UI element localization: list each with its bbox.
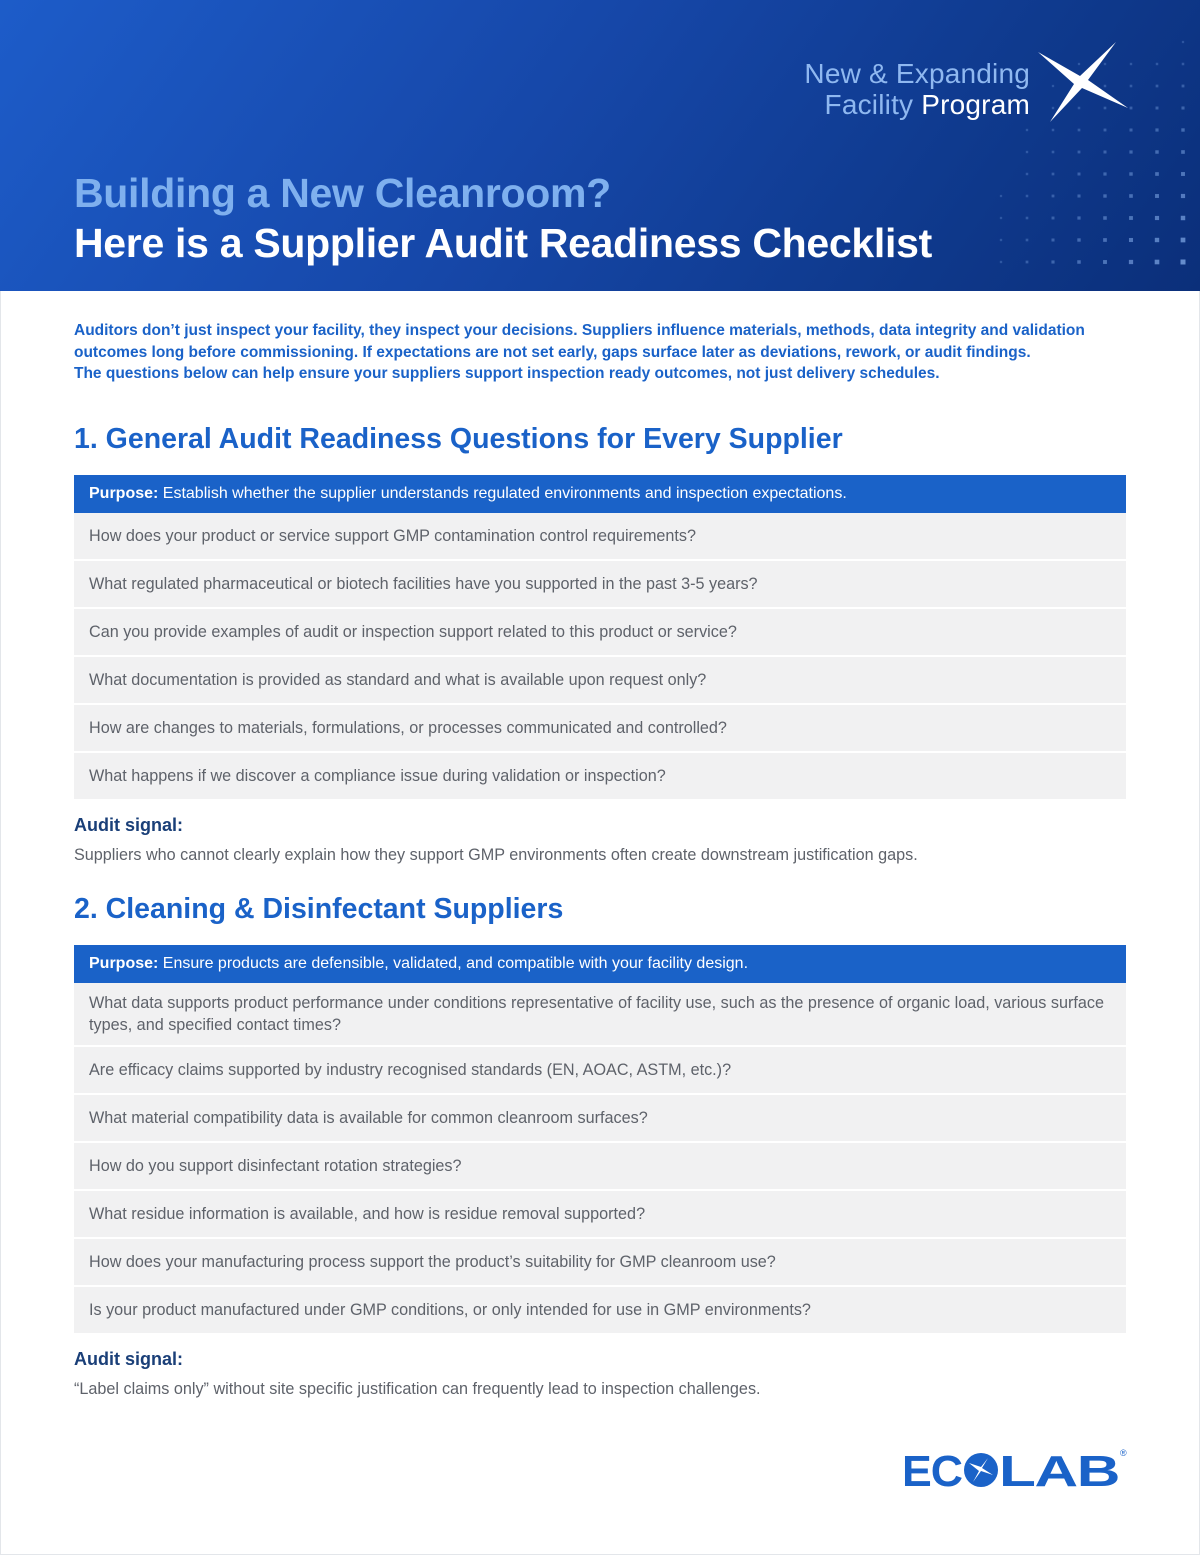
decorative-dot [1181, 260, 1186, 265]
ecolab-logo [902, 1446, 1132, 1495]
decorative-dot [1155, 216, 1159, 220]
decorative-dot [1026, 239, 1029, 242]
decorative-dot [1026, 261, 1029, 264]
decorative-dot [1129, 172, 1132, 175]
decorative-dot [1103, 238, 1107, 242]
decorative-dot [1052, 173, 1055, 176]
checklist-question: How do you support disinfectant rotation strategies? [74, 1143, 1126, 1191]
decorative-dot [1000, 261, 1002, 263]
checklist-question: Is your product manufactured under GMP conditions, or only intended for use in GMP environments? [74, 1287, 1126, 1335]
purpose-text: Establish whether the supplier understands regulated environments and inspection expectations. [158, 485, 847, 502]
decorative-dot [1077, 216, 1080, 219]
section-heading: 2. Cleaning & Disinfectant Suppliers [74, 893, 564, 925]
audit-signal-text: Suppliers who cannot clearly explain how they support GMP environments often create downstream justification gaps. [74, 846, 918, 864]
checklist-question: What data supports product performance under conditions representative of facility use, such as the presence of organic load, various surface types, and specified contact times? [74, 983, 1126, 1047]
decorative-dot [1181, 128, 1184, 131]
decorative-dot [1026, 129, 1028, 131]
decorative-dot [1051, 238, 1054, 241]
decorative-dot [1077, 194, 1080, 197]
decorative-dot [1000, 195, 1002, 197]
decorative-dot [1077, 260, 1081, 264]
decorative-dot [1077, 238, 1080, 241]
program-line-2-light: Facility [824, 89, 914, 120]
decorative-dot [1026, 173, 1028, 175]
decorative-dot [1104, 129, 1107, 132]
program-line-2-strong: Program [921, 89, 1030, 120]
intro-paragraph [74, 320, 1134, 385]
checklist-question: How are changes to materials, formulations, or processes communicated and controlled? [74, 705, 1126, 753]
section-general-audit-readiness [74, 423, 1126, 865]
svg-text:EC: EC [902, 1447, 963, 1490]
decorative-dot [1103, 216, 1107, 220]
decorative-dot [1052, 151, 1055, 154]
decorative-dot [1078, 173, 1081, 176]
decorative-dot [1182, 63, 1185, 66]
checklist-question: How does your product or service support GMP contamination control requirements? [74, 513, 1126, 561]
decorative-dot [1156, 63, 1158, 65]
decorative-dot [1182, 85, 1185, 88]
checklist-question: What residue information is available, and how is residue removal supported? [74, 1191, 1126, 1239]
decorative-dot [1000, 239, 1002, 241]
checklist-question: How does your manufacturing process support the product’s suitability for GMP cleanroom use? [74, 1239, 1126, 1287]
svg-text:LAB: LAB [999, 1447, 1119, 1490]
decorative-dot [1181, 150, 1185, 154]
decorative-dot [1052, 129, 1055, 132]
decorative-dot [1181, 238, 1186, 243]
purpose-text: Ensure products are defensible, validated, and compatible with your facility design. [158, 955, 749, 972]
decorative-dot [1103, 260, 1107, 264]
checklist-question: What documentation is provided as standard and what is available upon request only? [74, 657, 1126, 705]
title-line-2: Here is a Supplier Audit Readiness Checklist [74, 220, 932, 266]
decorative-dot [1156, 107, 1159, 110]
decorative-dot [1155, 128, 1158, 131]
decorative-dot [1129, 128, 1132, 131]
audit-signal-label: Audit signal: [74, 1349, 183, 1369]
decorative-dot [1103, 150, 1106, 153]
decorative-dot [1000, 217, 1002, 219]
decorative-dot [1181, 194, 1185, 198]
decorative-dot [1155, 260, 1160, 265]
decorative-dot [1155, 172, 1159, 176]
intro-line: The questions below can help ensure your suppliers support inspection ready outcomes, not just delivery schedules. [74, 365, 940, 382]
audit-signal-text: “Label claims only” without site specific justification can frequently lead to inspection challenges. [74, 1380, 761, 1398]
audit-signal-label: Audit signal: [74, 815, 183, 835]
intro-line: outcomes long before commissioning. If expectations are not set early, gaps surface later as deviations, rework, or audit findings. [74, 343, 1031, 361]
program-line-1: New & Expanding [804, 58, 1030, 89]
star-icon [1036, 38, 1132, 126]
purpose-label: Purpose: [89, 485, 159, 502]
section-heading: 1. General Audit Readiness Questions for Every Supplier [74, 423, 843, 455]
purpose-bar [74, 945, 1126, 983]
decorative-dot [1129, 238, 1133, 242]
checklist-question: What material compatibility data is available for common cleanroom surfaces? [74, 1095, 1126, 1143]
decorative-dot [1052, 217, 1055, 220]
checklist-question: Can you provide examples of audit or inspection support related to this product or service? [74, 609, 1126, 657]
header-banner [0, 0, 1200, 291]
program-name [804, 58, 1030, 120]
registered-mark: ® [1120, 1448, 1127, 1458]
section-cleaning-disinfectant [74, 893, 1126, 1399]
decorative-dot [1026, 195, 1029, 198]
checklist-question: Are efficacy claims supported by industry recognised standards (EN, AOAC, ASTM, etc.)? [74, 1047, 1126, 1095]
checklist-question: What regulated pharmaceutical or biotech facilities have you supported in the past 3-5 years? [74, 561, 1126, 609]
decorative-dot [1155, 238, 1159, 242]
purpose-bar [74, 475, 1126, 513]
decorative-dot [1103, 194, 1106, 197]
decorative-dot [1078, 129, 1081, 132]
intro-line: Auditors don’t just inspect your facility, they inspect your decisions. Suppliers influence materials, methods, data integrity and validation [74, 322, 1085, 339]
decorative-dot [1052, 195, 1055, 198]
decorative-dot [1129, 216, 1133, 220]
decorative-dot [1181, 106, 1184, 109]
decorative-dot [1129, 150, 1132, 153]
decorative-dot [1051, 260, 1054, 263]
title-line-1: Building a New Cleanroom? [74, 170, 611, 216]
decorative-dot [1026, 151, 1028, 153]
purpose-label: Purpose: [89, 955, 159, 972]
decorative-dot [1129, 260, 1133, 264]
decorative-dot [1182, 41, 1184, 43]
decorative-dot [1156, 85, 1159, 88]
decorative-dot [1103, 172, 1106, 175]
decorative-dot [1181, 216, 1185, 220]
decorative-dot [1155, 194, 1159, 198]
decorative-dot [1129, 194, 1133, 198]
decorative-dot [1181, 172, 1185, 176]
decorative-dot [1026, 217, 1029, 220]
checklist-question: What happens if we discover a compliance issue during validation or inspection? [74, 753, 1126, 801]
decorative-dot [1155, 150, 1158, 153]
decorative-dot [1078, 151, 1081, 154]
